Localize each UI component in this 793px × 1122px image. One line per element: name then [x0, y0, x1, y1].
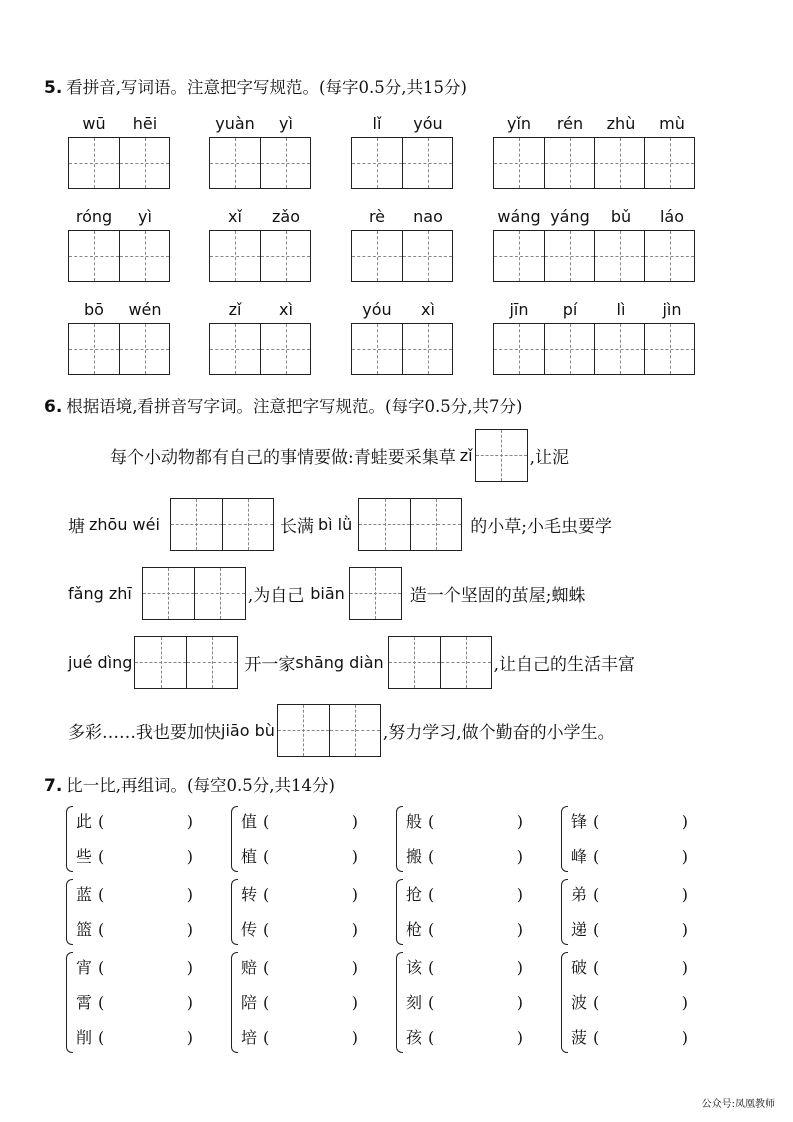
pinyin-label: lǐ	[372, 114, 382, 133]
passage-text: 多彩……我也要加快	[68, 722, 221, 743]
writing-grid[interactable]	[209, 137, 311, 189]
answer-blank[interactable]: ( )	[98, 993, 193, 1012]
compare-group	[66, 804, 193, 874]
word-row	[231, 839, 358, 874]
writing-cell[interactable]	[544, 324, 594, 374]
answer-blank[interactable]: ( )	[263, 958, 358, 977]
character: 波	[571, 993, 588, 1012]
passage-line-4	[68, 635, 635, 689]
word-row	[231, 804, 358, 839]
pinyin-label: jīn	[509, 300, 529, 319]
section-number: 5.	[44, 78, 63, 98]
word-row	[66, 985, 193, 1020]
pinyin-label: mù	[659, 114, 685, 133]
character: 霄	[76, 993, 93, 1012]
writing-cell[interactable]	[69, 324, 119, 374]
writing-cell[interactable]	[210, 231, 260, 281]
word-row	[231, 950, 358, 985]
pinyin-label: yáng	[550, 207, 590, 226]
writing-cell[interactable]	[594, 138, 644, 188]
character: 篮	[76, 920, 93, 939]
character: 些	[76, 847, 93, 866]
compare-group	[561, 804, 688, 874]
brace	[231, 806, 238, 872]
compare-group	[231, 877, 358, 947]
character: 弟	[571, 885, 588, 904]
character: 值	[241, 812, 258, 831]
character: 此	[76, 812, 93, 831]
pinyin-label: yì	[138, 207, 152, 226]
pinyin-label: láo	[659, 207, 685, 226]
writing-grid[interactable]	[351, 323, 453, 375]
footer-credit: 公众号:凤凰教师	[701, 1099, 775, 1110]
word-row	[66, 912, 193, 947]
writing-cell[interactable]	[69, 138, 119, 188]
character: 赔	[241, 958, 258, 977]
pinyin-prompt: bì lǜ	[317, 514, 353, 534]
character: 峰	[571, 847, 588, 866]
answer-blank[interactable]: ( )	[428, 993, 523, 1012]
passage-text: 的小草;小毛虫要学	[470, 516, 612, 537]
word-row	[561, 839, 688, 874]
word-row	[66, 839, 193, 874]
pinyin-label: bō	[84, 300, 104, 319]
brace	[66, 952, 73, 1053]
writing-cell[interactable]	[119, 231, 169, 281]
writing-cell[interactable]	[210, 138, 260, 188]
answer-grid[interactable]	[170, 498, 274, 551]
pinyin-label: bǔ	[610, 207, 632, 226]
passage-text: 造一个坚固的茧屋;蜘蛛	[409, 585, 586, 606]
pinyin-label: zǐ	[228, 300, 242, 319]
section-instruction: 根据语境,看拼音写字词。注意把字写规范。(每字0.5分,共7分)	[66, 397, 523, 416]
writing-cell[interactable]	[119, 138, 169, 188]
answer-blank[interactable]: ( )	[593, 847, 688, 866]
pinyin-label: pí	[562, 300, 578, 319]
writing-cell[interactable]	[352, 138, 402, 188]
answer-blank[interactable]: ( )	[428, 958, 523, 977]
answer-blank[interactable]: ( )	[428, 847, 523, 866]
pinyin-label: lì	[616, 300, 626, 319]
passage-text: ,让泥	[529, 447, 569, 468]
writing-cell[interactable]	[494, 138, 544, 188]
passage-line-2	[68, 497, 612, 551]
section-6-title	[44, 393, 522, 417]
word-row	[396, 877, 523, 912]
writing-cell[interactable]	[544, 231, 594, 281]
pinyin-label: yóu	[362, 300, 392, 319]
pinyin-prompt: zǐ	[459, 445, 473, 465]
word-row	[66, 804, 193, 839]
pinyin-label: wén	[128, 300, 162, 319]
writing-cell[interactable]	[544, 138, 594, 188]
pinyin-label: wū	[82, 114, 106, 133]
answer-blank[interactable]: ( )	[428, 920, 523, 939]
answer-grid[interactable]	[142, 567, 246, 620]
section-instruction: 比一比,再组词。(每空0.5分,共14分)	[66, 776, 335, 795]
writing-cell[interactable]	[352, 324, 402, 374]
writing-cell[interactable]	[260, 324, 310, 374]
character: 蓝	[76, 885, 93, 904]
pinyin-label: yǐn	[506, 114, 532, 133]
passage-text: ,努力学习,做个勤奋的小学生。	[382, 722, 615, 743]
word-row	[561, 804, 688, 839]
pinyin-label: nao	[413, 207, 443, 226]
brace	[396, 806, 403, 872]
answer-blank[interactable]: ( )	[98, 1028, 193, 1047]
character: 菠	[571, 1028, 588, 1047]
pinyin-label: yì	[279, 114, 293, 133]
character: 搬	[406, 847, 423, 866]
character: 枪	[406, 920, 423, 939]
word-row	[231, 985, 358, 1020]
passage-text: ,为自己	[247, 585, 305, 606]
answer-grid[interactable]	[349, 567, 402, 620]
character: 传	[241, 920, 258, 939]
writing-cell[interactable]	[210, 324, 260, 374]
writing-cell[interactable]	[402, 324, 452, 374]
brace	[396, 879, 403, 945]
compare-group	[231, 804, 358, 874]
brace	[561, 952, 568, 1053]
answer-blank[interactable]: ( )	[263, 993, 358, 1012]
compare-group	[561, 877, 688, 947]
answer-blank[interactable]: ( )	[263, 885, 358, 904]
writing-grid[interactable]	[351, 230, 453, 282]
pinyin-label: wáng	[497, 207, 541, 226]
writing-grid[interactable]	[493, 137, 695, 189]
answer-blank[interactable]: ( )	[263, 1028, 358, 1047]
word-row	[561, 1020, 688, 1055]
pinyin-label: jìn	[662, 300, 682, 319]
character: 该	[406, 958, 423, 977]
character: 植	[241, 847, 258, 866]
word-row	[231, 1020, 358, 1055]
pinyin-prompt: biān	[310, 583, 345, 603]
pinyin-label: hēi	[132, 114, 158, 133]
compare-group	[66, 877, 193, 947]
section-5-title	[44, 74, 467, 98]
brace	[561, 806, 568, 872]
word-row	[66, 1020, 193, 1055]
writing-cell[interactable]	[494, 231, 544, 281]
writing-cell[interactable]	[594, 231, 644, 281]
section-instruction: 看拼音,写词语。注意把字写规范。(每字0.5分,共15分)	[66, 78, 467, 97]
character: 递	[571, 920, 588, 939]
pinyin-label: zhù	[606, 114, 636, 133]
brace	[66, 879, 73, 945]
pinyin-prompt: fǎng zhī	[68, 583, 132, 603]
word-row	[396, 912, 523, 947]
brace	[231, 952, 238, 1053]
pinyin-label: yuàn	[215, 114, 255, 133]
character: 宵	[76, 958, 93, 977]
pinyin-prompt: shāng diàn	[295, 652, 384, 672]
answer-grid[interactable]	[358, 498, 462, 551]
answer-blank[interactable]: ( )	[428, 885, 523, 904]
answer-grid[interactable]	[475, 429, 528, 482]
pinyin-prompt: zhōu wéi	[89, 514, 160, 534]
passage-line-1	[110, 428, 569, 482]
pinyin-prompt: jué dìng	[68, 652, 133, 672]
writing-cell[interactable]	[402, 138, 452, 188]
pinyin-label: rén	[556, 114, 584, 133]
word-row	[561, 877, 688, 912]
pinyin-label: xì	[421, 300, 435, 319]
writing-cell[interactable]	[119, 324, 169, 374]
passage-line-5	[68, 703, 615, 757]
pinyin-label: rè	[368, 207, 386, 226]
brace	[396, 952, 403, 1053]
answer-blank[interactable]: ( )	[593, 1028, 688, 1047]
answer-grid[interactable]	[277, 704, 381, 757]
answer-blank[interactable]: ( )	[593, 920, 688, 939]
brace	[66, 806, 73, 872]
passage-text: 塘	[68, 516, 85, 537]
passage-text: 每个小动物都有自己的事情要做:青蛙要采集草	[110, 447, 456, 468]
word-row	[561, 950, 688, 985]
writing-grid[interactable]	[209, 323, 311, 375]
writing-grid[interactable]	[68, 323, 170, 375]
writing-cell[interactable]	[644, 138, 694, 188]
pinyin-label: róng	[75, 207, 113, 226]
writing-cell[interactable]	[494, 324, 544, 374]
pinyin-label: xǐ	[228, 207, 242, 226]
pinyin-label: xì	[279, 300, 293, 319]
answer-blank[interactable]: ( )	[263, 847, 358, 866]
passage-text: ,让自己的生活丰富	[493, 654, 636, 675]
word-row	[396, 985, 523, 1020]
answer-grid[interactable]	[388, 636, 492, 689]
word-row	[396, 950, 523, 985]
answer-blank[interactable]: ( )	[593, 812, 688, 831]
answer-blank[interactable]: ( )	[263, 812, 358, 831]
section-number: 6.	[44, 397, 63, 417]
character: 转	[241, 885, 258, 904]
character: 破	[571, 958, 588, 977]
answer-blank[interactable]: ( )	[98, 812, 193, 831]
character: 陪	[241, 993, 258, 1012]
word-row	[396, 804, 523, 839]
character: 削	[76, 1028, 93, 1047]
passage-line-3	[68, 566, 586, 620]
compare-group	[231, 950, 358, 1055]
writing-grid[interactable]	[68, 230, 170, 282]
writing-grid[interactable]	[493, 323, 695, 375]
compare-group	[396, 950, 523, 1055]
answer-blank[interactable]: ( )	[593, 993, 688, 1012]
answer-blank[interactable]: ( )	[98, 847, 193, 866]
writing-grid[interactable]	[68, 137, 170, 189]
writing-cell[interactable]	[644, 324, 694, 374]
word-row	[231, 912, 358, 947]
word-row	[561, 912, 688, 947]
writing-grid[interactable]	[493, 230, 695, 282]
word-row	[396, 1020, 523, 1055]
answer-blank[interactable]: ( )	[428, 812, 523, 831]
character: 孩	[406, 1028, 423, 1047]
pinyin-prompt: jiāo bù	[221, 720, 275, 740]
answer-blank[interactable]: ( )	[593, 958, 688, 977]
character: 培	[241, 1028, 258, 1047]
writing-grid[interactable]	[209, 230, 311, 282]
answer-blank[interactable]: ( )	[593, 885, 688, 904]
answer-grid[interactable]	[134, 636, 238, 689]
compare-group	[561, 950, 688, 1055]
writing-cell[interactable]	[260, 138, 310, 188]
writing-cell[interactable]	[352, 231, 402, 281]
compare-group	[396, 804, 523, 874]
answer-blank[interactable]: ( )	[263, 920, 358, 939]
writing-cell[interactable]	[69, 231, 119, 281]
writing-cell[interactable]	[260, 231, 310, 281]
pinyin-label: yóu	[413, 114, 443, 133]
compare-group	[396, 877, 523, 947]
character: 刻	[406, 993, 423, 1012]
character: 般	[406, 812, 423, 831]
word-row	[66, 950, 193, 985]
section-7-title	[44, 772, 335, 796]
section-number: 7.	[44, 776, 63, 796]
writing-cell[interactable]	[594, 324, 644, 374]
answer-blank[interactable]: ( )	[98, 920, 193, 939]
word-row	[231, 877, 358, 912]
pinyin-label: zǎo	[272, 207, 300, 226]
word-row	[561, 985, 688, 1020]
answer-blank[interactable]: ( )	[98, 958, 193, 977]
compare-group	[66, 950, 193, 1055]
writing-cell[interactable]	[402, 231, 452, 281]
answer-blank[interactable]: ( )	[428, 1028, 523, 1047]
passage-text: 长满	[279, 516, 314, 537]
character: 锋	[571, 812, 588, 831]
character: 抢	[406, 885, 423, 904]
passage-text: 开一家	[244, 654, 296, 675]
answer-blank[interactable]: ( )	[98, 885, 193, 904]
writing-grid[interactable]	[351, 137, 453, 189]
word-row	[66, 877, 193, 912]
writing-cell[interactable]	[644, 231, 694, 281]
brace	[561, 879, 568, 945]
word-row	[396, 839, 523, 874]
brace	[231, 879, 238, 945]
